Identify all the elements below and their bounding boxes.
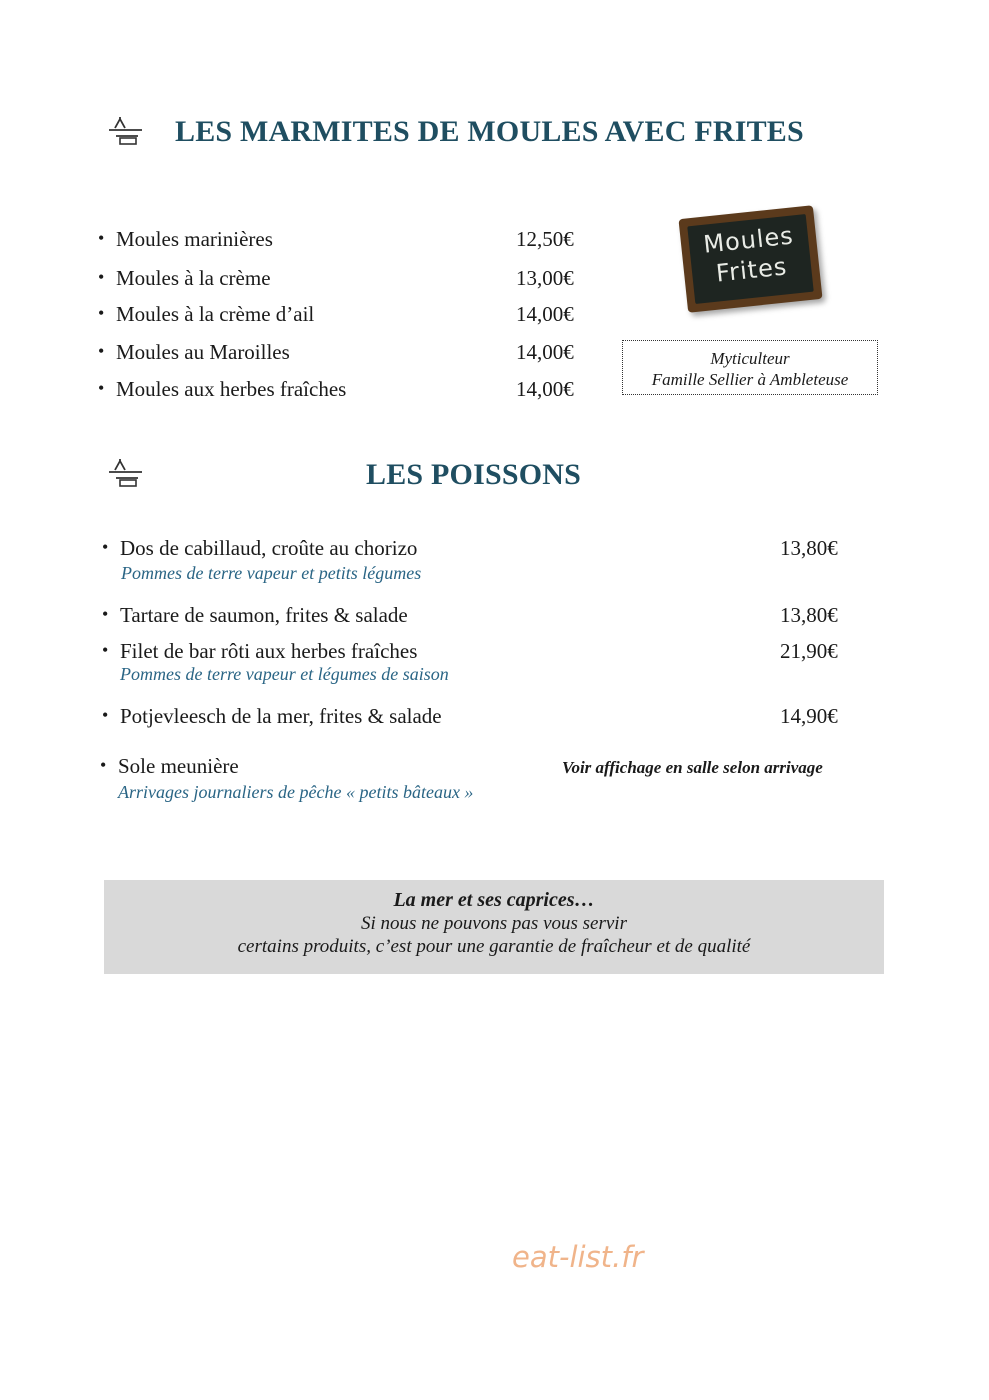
mussels-item-name: • Moules au Maroilles xyxy=(116,340,290,365)
info-box-line: Si nous ne pouvons pas vous servir xyxy=(361,913,627,934)
watermark: eat-list.fr xyxy=(512,1240,644,1274)
fish-item-price: 21,90€ xyxy=(780,639,838,663)
chalkboard-line: Moules xyxy=(702,221,795,259)
fish-item-description: Arrivages journaliers de pêche « petits bâteaux » xyxy=(118,782,474,802)
info-box-title: La mer et ses caprices… xyxy=(393,889,595,911)
mussels-item-price: 13,00€ xyxy=(516,266,574,290)
cloche-icon xyxy=(108,116,144,146)
mussels-item-price: 12,50€ xyxy=(516,227,574,251)
freshness-info-box xyxy=(104,880,884,974)
fish-item-name: • Filet de bar rôti aux herbes fraîches xyxy=(120,639,417,664)
moules-frites-chalkboard xyxy=(678,205,822,313)
fish-item-availability-note: Voir affichage en salle selon arrivage xyxy=(562,758,823,777)
supplier-role: Myticulteur xyxy=(710,349,790,368)
fish-item-name: • Potjevleesch de la mer, frites & salade xyxy=(120,704,442,729)
fish-item-price: 13,80€ xyxy=(780,536,838,560)
fish-item-description: Pommes de terre vapeur et légumes de saison xyxy=(120,664,449,684)
mussels-item-price: 14,00€ xyxy=(516,340,574,364)
cloche-icon xyxy=(108,458,144,488)
info-box-line: certains produits, c’est pour une garantie de fraîcheur et de qualité xyxy=(237,936,751,957)
mussels-item-name: • Moules marinières xyxy=(116,227,273,252)
fish-item-price: 14,90€ xyxy=(780,704,838,728)
fish-item-name: • Dos de cabillaud, croûte au chorizo xyxy=(120,536,417,561)
supplier-name: Famille Sellier à Ambleteuse xyxy=(651,370,849,389)
mussels-item-name: • Moules aux herbes fraîches xyxy=(116,377,346,402)
mussels-item-name: • Moules à la crème xyxy=(116,266,271,291)
supplier-box xyxy=(622,340,878,395)
fish-item-name: • Sole meunière xyxy=(118,754,239,779)
fish-item-description: Pommes de terre vapeur et petits légumes xyxy=(121,563,422,583)
fish-item-name: • Tartare de saumon, frites & salade xyxy=(120,603,408,628)
mussels-item-name: • Moules à la crème d’ail xyxy=(116,302,314,327)
fish-section-title: LES POISSONS xyxy=(366,458,581,491)
fish-item-price: 13,80€ xyxy=(780,603,838,627)
mussels-item-price: 14,00€ xyxy=(516,377,574,401)
mussels-item-price: 14,00€ xyxy=(516,302,574,326)
mussels-section-title: LES MARMITES DE MOULES AVEC FRITES xyxy=(175,115,804,148)
chalkboard-line: Frites xyxy=(714,252,789,288)
